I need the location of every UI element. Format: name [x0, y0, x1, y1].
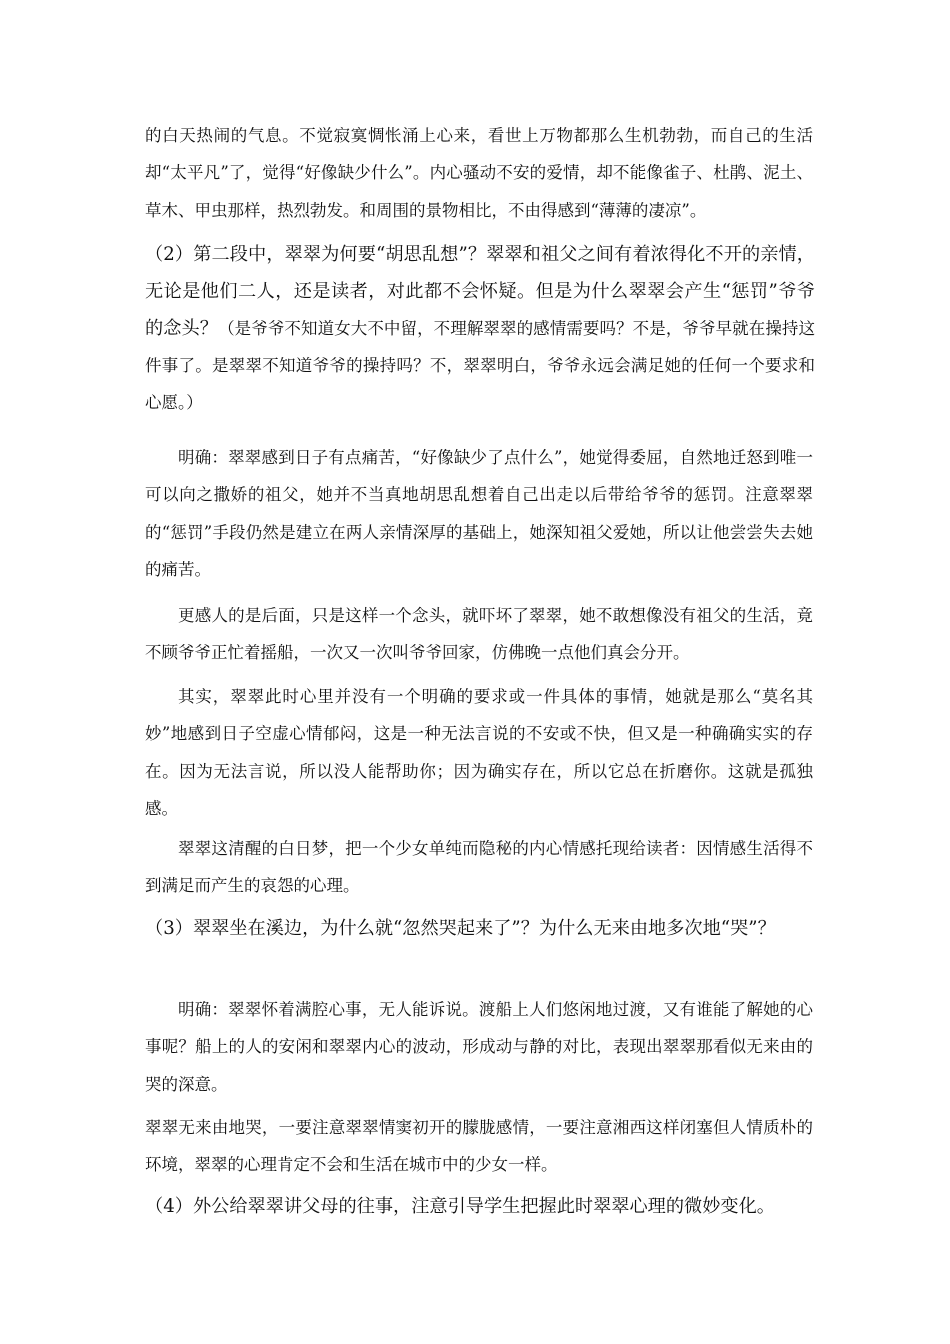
answer-3-paragraph-1: 明确：翠翠怀着满腔心事，无人能诉说。渡船上人们悠闲地过渡，又有谁能了解她的心事呢？船上的人的安闲和翠翠内心的波动，形成动与静的对比，表现出翠翠那看似无来由的哭的深意。 — [145, 1000, 813, 1094]
paragraph-intro: 的白天热闹的气息。不觉寂寞惆怅涌上心来，看世上万物都那么生机勃勃，而自己的生活却“太平凡”了，觉得“好像缺少什么”。内心骚动不安的爱情，却不能像雀子、杜鹃、泥土、草木、甲虫那样，热烈勃发。和周围的景物相比，不由得感到“薄薄的凄凉”。 — [145, 126, 813, 220]
question-3: （3）翠翠坐在溪边，为什么就“忽然哭起来了”？为什么无来由地多次地“哭”？ — [145, 918, 776, 939]
question-2 — [145, 236, 815, 421]
question-2-note: （是爷爷不知道女大不中留，不理解翠翠的感情需要吗？不是，爷爷早就在操持这件事了。是翠翠不知道爷爷的操持吗？不，翠翠明白，爷爷永远会满足她的任何一个要求和心愿。） — [145, 319, 815, 412]
question-2-text: （2）第二段中，翠翠为何要“胡思乱想”？翠翠和祖父之间有着浓得化不开的亲情，无论是他们二人，还是读者，对此都不会怀疑。但是为什么翠翠会产生“惩罚”爷爷的念头？ — [145, 244, 815, 339]
answer-2-paragraph-3: 其实，翠翠此时心里并没有一个明确的要求或一件具体的事情，她就是那么“莫名其妙”地感到日子空虚心情郁闷，这是一种无法言说的不安或不快，但又是一种确确实实的存在。因为无法言说，所以没人能帮助你；因为确实存在，所以它总在折磨你。这就是孤独感。 — [145, 687, 813, 818]
question-4: （4）外公给翠翠讲父母的往事，注意引导学生把握此时翠翠心理的微妙变化。 — [145, 1196, 775, 1217]
answer-3-paragraph-2: 翠翠无来由地哭，一要注意翠翠情窦初开的朦胧感情，一要注意湘西这样闭塞但人情质朴的环境，翠翠的心理肯定不会和生活在城市中的少女一样。 — [145, 1118, 813, 1175]
answer-2-paragraph-4: 翠翠这清醒的白日梦，把一个少女单纯而隐秘的内心情感托现给读者：因情感生活得不到满足而产生的哀怨的心理。 — [145, 839, 813, 896]
answer-2-paragraph-1: 明确：翠翠感到日子有点痛苦，“好像缺少了点什么”，她觉得委屈，自然地迁怒到唯一可以向之撒娇的祖父，她并不当真地胡思乱想着自己出走以后带给爷爷的惩罚。注意翠翠的“惩罚”手段仍然是建立在两人亲情深厚的基础上，她深知祖父爱她，所以让他尝尝失去她的痛苦。 — [145, 448, 813, 579]
answer-2-paragraph-2: 更感人的是后面，只是这样一个念头，就吓坏了翠翠，她不敢想像没有祖父的生活，竟不顾爷爷正忙着摇船，一次又一次叫爷爷回家，仿佛晚一点他们真会分开。 — [145, 606, 813, 663]
